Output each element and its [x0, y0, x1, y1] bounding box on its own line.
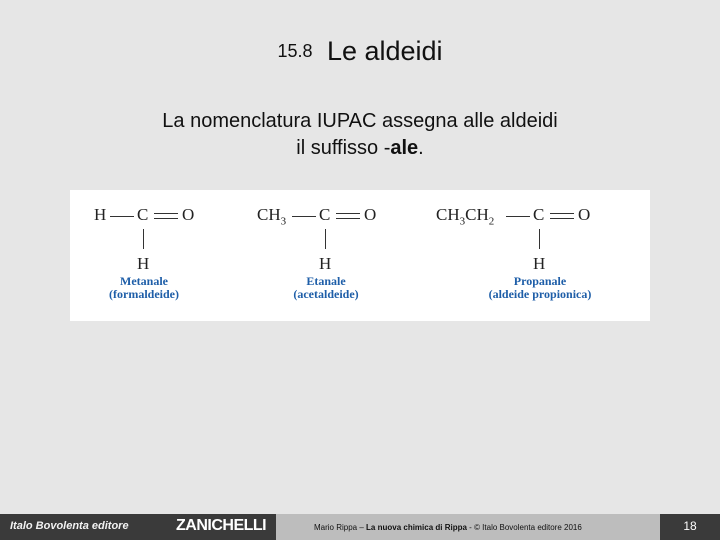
atom-oxygen: O	[578, 205, 591, 224]
body-line-2-prefix: il suffisso -	[296, 137, 391, 159]
group-ch-text: CH	[436, 205, 460, 224]
vertical-bond	[325, 229, 326, 249]
title-text: Le aldeidi	[326, 36, 443, 66]
subscript-3: 3	[280, 215, 287, 228]
molecule-name	[266, 275, 386, 301]
atom-oxygen: O	[364, 205, 377, 224]
atom-carbon: C	[319, 205, 331, 224]
publisher-banner	[0, 514, 276, 540]
footer-bar	[0, 514, 720, 540]
body-line-1: La nomenclatura IUPAC assegna alle aldeidi	[162, 110, 558, 132]
atom-oxygen: O	[182, 205, 195, 224]
suffix-highlight: ale	[390, 137, 419, 159]
credit-author: Mario Rippa –	[314, 523, 367, 532]
molecule-name	[84, 275, 204, 301]
aldehyde-structures-figure	[70, 190, 650, 321]
single-bond	[110, 216, 134, 217]
footer-credit	[314, 523, 582, 532]
group-ch-text: CH	[257, 205, 281, 224]
atom-carbon: C	[137, 205, 149, 224]
slide-title	[0, 36, 720, 67]
brand-logo: ZANICHELLI	[176, 517, 267, 534]
page-number: 18	[683, 519, 697, 533]
credit-rest: - © Italo Bovolenta editore 2016	[466, 523, 582, 532]
double-bond	[154, 213, 178, 219]
credit-title: La nuova chimica di Rippa	[366, 523, 467, 532]
common-name: (aldeide propionica)	[488, 287, 592, 301]
single-bond	[292, 216, 316, 217]
common-name: (formaldeide)	[109, 287, 179, 301]
subscript-2: 2	[488, 215, 495, 228]
body-line-2-suffix: .	[418, 137, 424, 159]
body-line-2	[0, 135, 720, 162]
vertical-bond	[539, 229, 540, 249]
group-ch3	[257, 205, 286, 227]
single-bond	[506, 216, 530, 217]
atom-h-left: H	[94, 205, 107, 224]
iupac-name: Propanale	[513, 274, 567, 288]
atom-carbon: C	[533, 205, 545, 224]
atom-h-bottom: H	[137, 254, 150, 273]
molecule-name	[470, 275, 610, 301]
common-name: (acetaldeide)	[293, 287, 359, 301]
vertical-bond	[143, 229, 144, 249]
atom-h-bottom: H	[533, 254, 546, 273]
section-number: 15.8	[277, 41, 313, 61]
publisher-name: Italo Bovolenta editore	[10, 520, 129, 532]
double-bond	[336, 213, 360, 219]
page-number-box	[660, 514, 720, 540]
double-bond	[550, 213, 574, 219]
subscript-3: 3	[459, 215, 466, 228]
atom-h-bottom: H	[319, 254, 332, 273]
group-ch3ch2	[436, 205, 494, 227]
iupac-name: Metanale	[120, 274, 168, 288]
group-ch-text-2: CH	[465, 205, 489, 224]
iupac-name: Etanale	[306, 274, 346, 288]
slide-body	[0, 108, 720, 162]
